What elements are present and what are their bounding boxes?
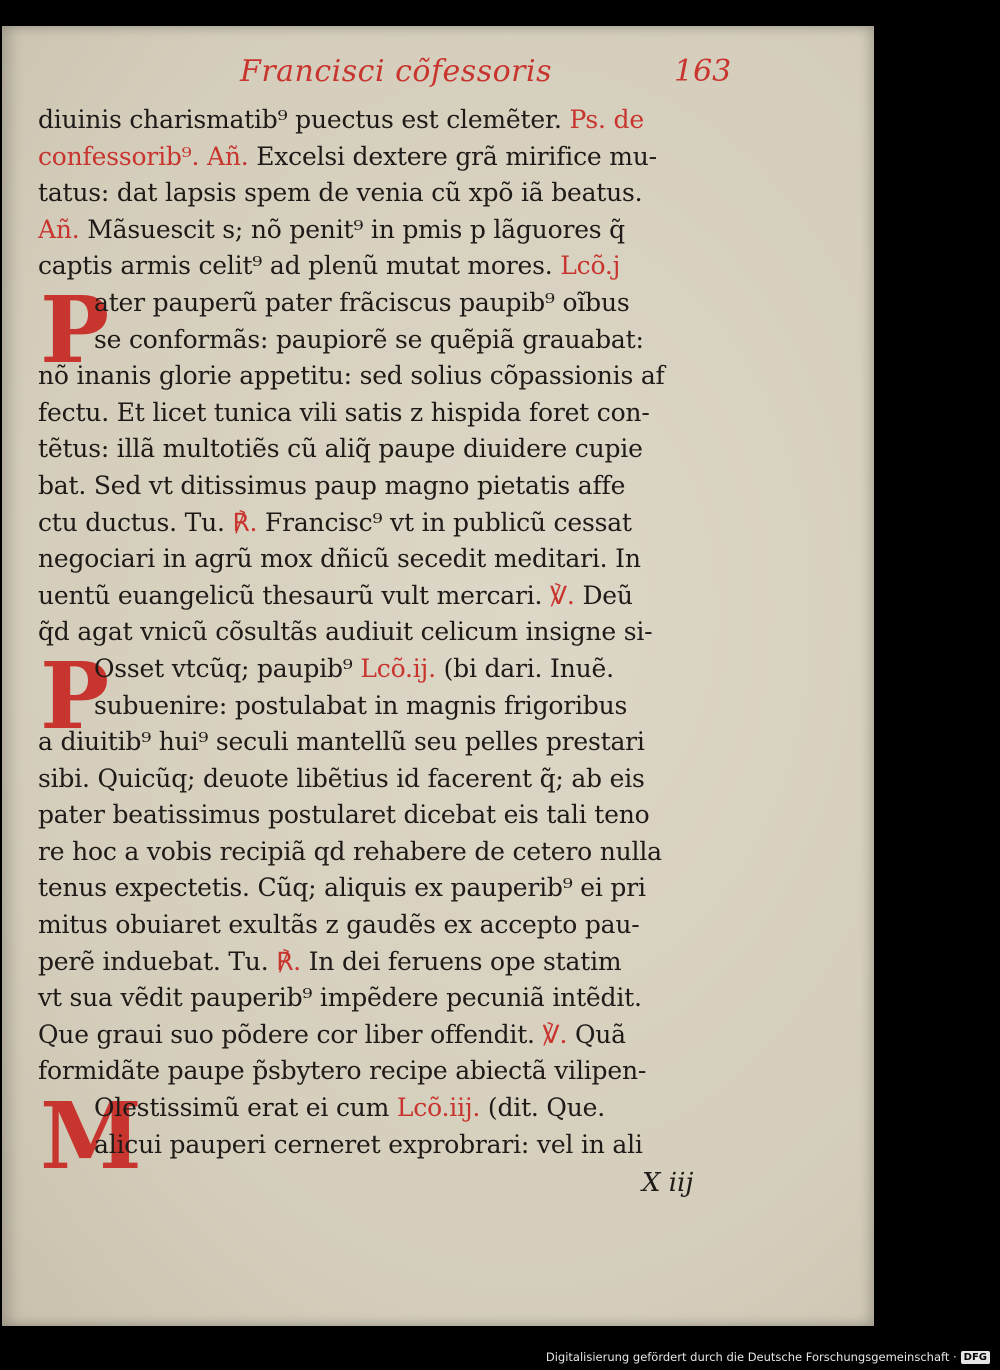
rubric-text: Ps. de [569,105,644,134]
dfg-logo: DFG [961,1351,990,1364]
rubric-text: ℣. [550,580,583,610]
text-line [38,1090,778,1127]
body-text: diuinis charismatib⁹ puectus est clemẽter. [38,105,570,134]
body-text: (bi dari. Inuẽ. [435,653,614,683]
body-text: Mãsuescit s; nõ penit⁹ in pmis p lãguores q̃ [87,214,625,244]
rubric-text: Lcõ.j [560,251,621,281]
body-text: tẽtus: illã multotiẽs cũ aliq̃ paupe diuidere cupie [38,434,643,464]
body-text: sibi. Quicũq; deuote libẽtius id facerent q̃; ab eis [38,763,645,793]
body-text: Olestissimũ erat ei cum [94,1093,397,1123]
rubric-text: Lcõ.ij. [360,653,436,683]
text-line [38,102,778,139]
text-line [38,431,778,468]
body-text: tenus expectetis. Cũq; aliquis ex pauperib⁹ ei pri [38,873,646,903]
body-text: tatus: dat lapsis spem de venia cũ xpõ iã beatus. [38,178,643,208]
body-text: (dit. Que. [480,1093,605,1123]
body-text: Deũ [582,580,633,610]
text-line [38,1053,778,1090]
text-line [38,541,778,578]
text-line [38,322,778,359]
text-line [38,761,778,798]
body-text: Francisc⁹ vt in publicũ cessat [264,507,632,537]
text-line [38,834,778,871]
body-text: alicui pauperi cerneret exprobrari: vel in ali [94,1129,643,1159]
body-text: fectu. Et licet tunica vili satis z hispida foret con- [38,397,650,427]
body-text: captis armis celit⁹ ad plenũ mutat mores. [38,251,561,281]
text-line [38,468,778,505]
rubric-text: ℣. [542,1019,575,1049]
body-text: re hoc a vobis recipiã qd rehabere de cetero nulla [38,836,662,866]
body-text: bat. Sed vt ditissimus paup magno pietatis affe [38,470,626,500]
folio-number: 163 [674,54,732,89]
body-text: perẽ induebat. Tu. [38,946,277,976]
body-text: pater beatissimus postularet dicebat eis tali teno [38,800,650,830]
digitization-credit [546,1350,990,1364]
book-page [2,26,874,1326]
body-text: a diuitib⁹ hui⁹ seculi mantellũ seu pelles prestari [38,727,645,757]
signature-mark: X iij [642,1168,694,1198]
text-line [38,980,778,1017]
body-text: se conformãs: paupiorẽ se quẽpiã grauabat: [94,324,644,354]
body-text: ater pauperũ pater frãciscus paupib⁹ oĩbus [94,287,630,317]
initial-letter-m: M [40,1082,142,1190]
text-line [38,1017,778,1054]
body-text: Osset vtcũq; paupib⁹ [94,653,361,683]
rubric-text: Añ. [38,214,88,244]
text-line [38,797,778,834]
text-line [38,505,778,542]
text-line [38,688,778,725]
initial-letter-p: P [40,642,110,750]
rubric-text: Lcõ.iij. [396,1093,481,1123]
page-header [2,54,874,94]
text-line [38,724,778,761]
text-line [38,139,778,176]
body-text: q̃d agat vnicũ cõsultãs audiuit celicum insigne si- [38,617,653,647]
text-line [38,614,778,651]
text-line [38,285,778,322]
body-text: subuenire: postulabat in magnis frigoribus [94,690,628,720]
text-line [38,358,778,395]
body-text: negociari in agrũ mox dñicũ secedit meditari. In [38,544,641,574]
credit-text: Digitalisierung gefördert durch die Deutsche Forschungsgemeinschaft · [545,1350,957,1364]
text-line [38,907,778,944]
body-text: ctu ductus. Tu. [38,507,233,537]
rubric-text: ℟. [232,507,265,537]
body-text: mitus obuiaret exultãs z gaudẽs ex accepto pau- [38,910,640,940]
text-line [38,248,778,285]
running-head: Francisci cõfessoris [240,54,552,89]
body-text: Quã [574,1019,626,1049]
text-line [38,395,778,432]
rubric-text: confessorib⁹. Añ. [38,141,257,171]
text-line [38,944,778,981]
body-text: formidãte paupe p̃sbytero recipe abiectã vilipen- [38,1056,647,1086]
initial-letter-p: P [40,276,110,384]
rubric-text: ℟. [276,946,309,976]
body-text: uentũ euangelicũ thesaurũ vult mercari. [38,580,551,610]
body-text: Excelsi dextere grã mirifice mu- [256,141,657,171]
text-line [38,212,778,249]
text-line [38,175,778,212]
body-text: Que graui suo põdere cor liber offendit. [38,1019,543,1049]
text-line [38,651,778,688]
text-line [38,870,778,907]
text-line [38,578,778,615]
text-line [38,1127,778,1164]
body-text: nõ inanis glorie appetitu: sed solius cõpassionis af [38,361,665,391]
body-text: In dei feruens ope statim [308,946,622,976]
body-text: vt sua vẽdit pauperib⁹ impẽdere pecuniã intẽdit. [38,983,642,1013]
